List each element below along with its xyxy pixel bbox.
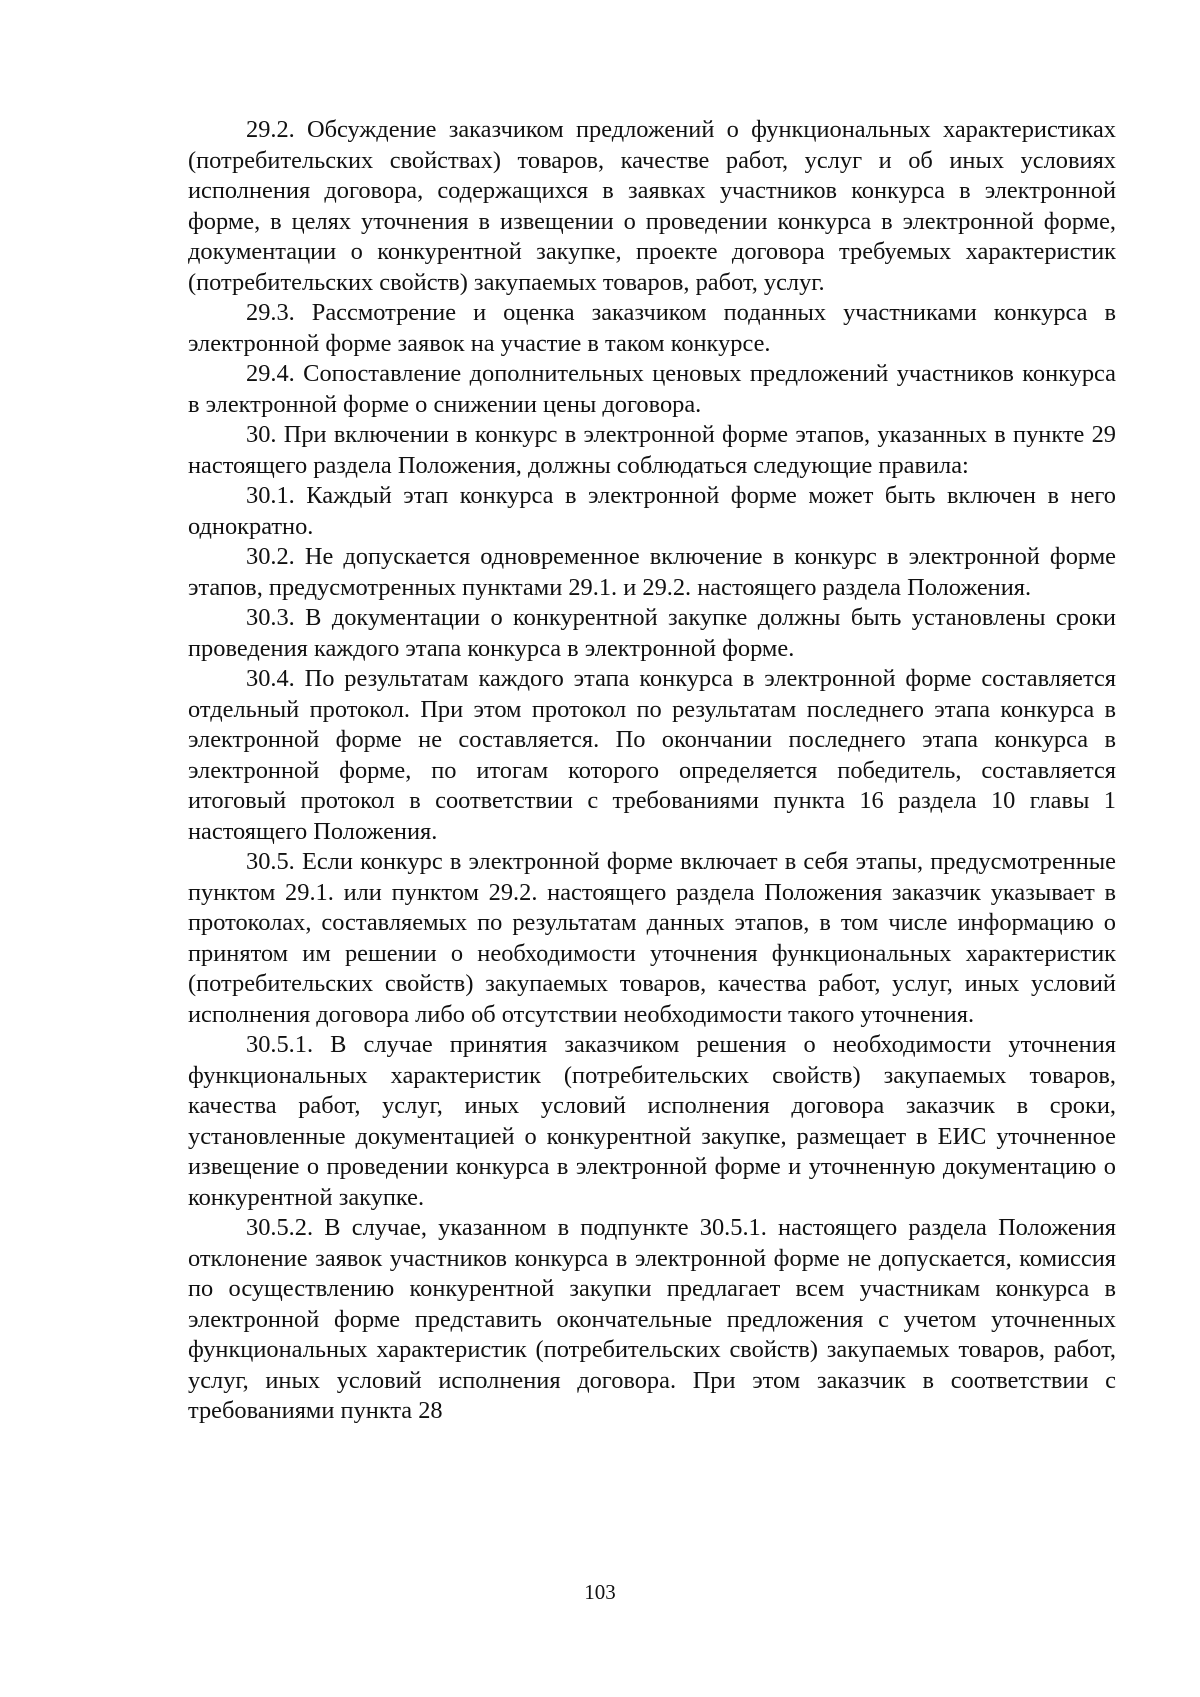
paragraph-30-1: 30.1. Каждый этап конкурса в электронной форме может быть включен в него однократно. [188, 482, 1116, 540]
paragraph-30-5: 30.5. Если конкурс в электронной форме включает в себя этапы, предусмотренные пунктом 29.1. или пунктом 29.2. настоящего раздела Положения заказчик указывает в протоколах, составляемых по результатам данных этапов, в том числе информацию о принятом им решении о необходимости уточнения функциональных характеристик (потребительских свойств) закупаемых товаров, качества работ, услуг, иных условий исполнения договора либо об отсутствии необходимости такого уточнения. [188, 848, 1116, 1028]
paragraph-30-4: 30.4. По результатам каждого этапа конкурса в электронной форме составляется отдельный протокол. При этом протокол по результатам последнего этапа конкурса в электронной форме не составляется. По окончании последнего этапа конкурса в электронной форме, по итогам которого определяется победитель, составляется итоговый протокол в соответствии с требованиями пункта 16 раздела 10 главы 1 настоящего Положения. [188, 665, 1116, 845]
paragraph-29-4: 29.4. Сопоставление дополнительных ценовых предложений участников конкурса в электронной форме о снижении цены договора. [188, 360, 1116, 418]
page-number: 103 [584, 1580, 616, 1604]
paragraph-29-2: 29.2. Обсуждение заказчиком предложений о функциональных характеристиках (потребительских свойствах) товаров, качестве работ, услуг и об иных условиях исполнения договора, содержащихся в заявках участников конкурса в электронной форме, в целях уточнения в извещении о проведении конкурса в электронной форме, документации о конкурентной закупке, проекте договора требуемых характеристик (потребительских свойств) закупаемых товаров, работ, услуг. [188, 116, 1116, 296]
paragraph-30: 30. При включении в конкурс в электронной форме этапов, указанных в пункте 29 настоящего раздела Положения, должны соблюдаться следующие правила: [188, 421, 1116, 479]
document-body [188, 115, 1116, 1427]
paragraph-30-5-2: 30.5.2. В случае, указанном в подпункте 30.5.1. настоящего раздела Положения отклонение заявок участников конкурса в электронной форме не допускается, комиссия по осуществлению конкурентной закупки предлагает всем участникам конкурса в электронной форме представить окончательные предложения с учетом уточненных функциональных характеристик (потребительских свойств) закупаемых товаров, работ, услуг, иных условий исполнения договора. При этом заказчик в соответствии с требованиями пункта 28 [188, 1214, 1116, 1424]
paragraph-30-2: 30.2. Не допускается одновременное включение в конкурс в электронной форме этапов, предусмотренных пунктами 29.1. и 29.2. настоящего раздела Положения. [188, 543, 1116, 601]
paragraph-29-3: 29.3. Рассмотрение и оценка заказчиком поданных участниками конкурса в электронной форме заявок на участие в таком конкурсе. [188, 299, 1116, 357]
paragraph-30-3: 30.3. В документации о конкурентной закупке должны быть установлены сроки проведения каждого этапа конкурса в электронной форме. [188, 604, 1116, 662]
paragraph-30-5-1: 30.5.1. В случае принятия заказчиком решения о необходимости уточнения функциональных характеристик (потребительских свойств) закупаемых товаров, качества работ, услуг, иных условий исполнения договора заказчик в сроки, установленные документацией о конкурентной закупке, размещает в ЕИС уточненное извещение о проведении конкурса в электронной форме и уточненную документацию о конкурентной закупке. [188, 1031, 1116, 1211]
